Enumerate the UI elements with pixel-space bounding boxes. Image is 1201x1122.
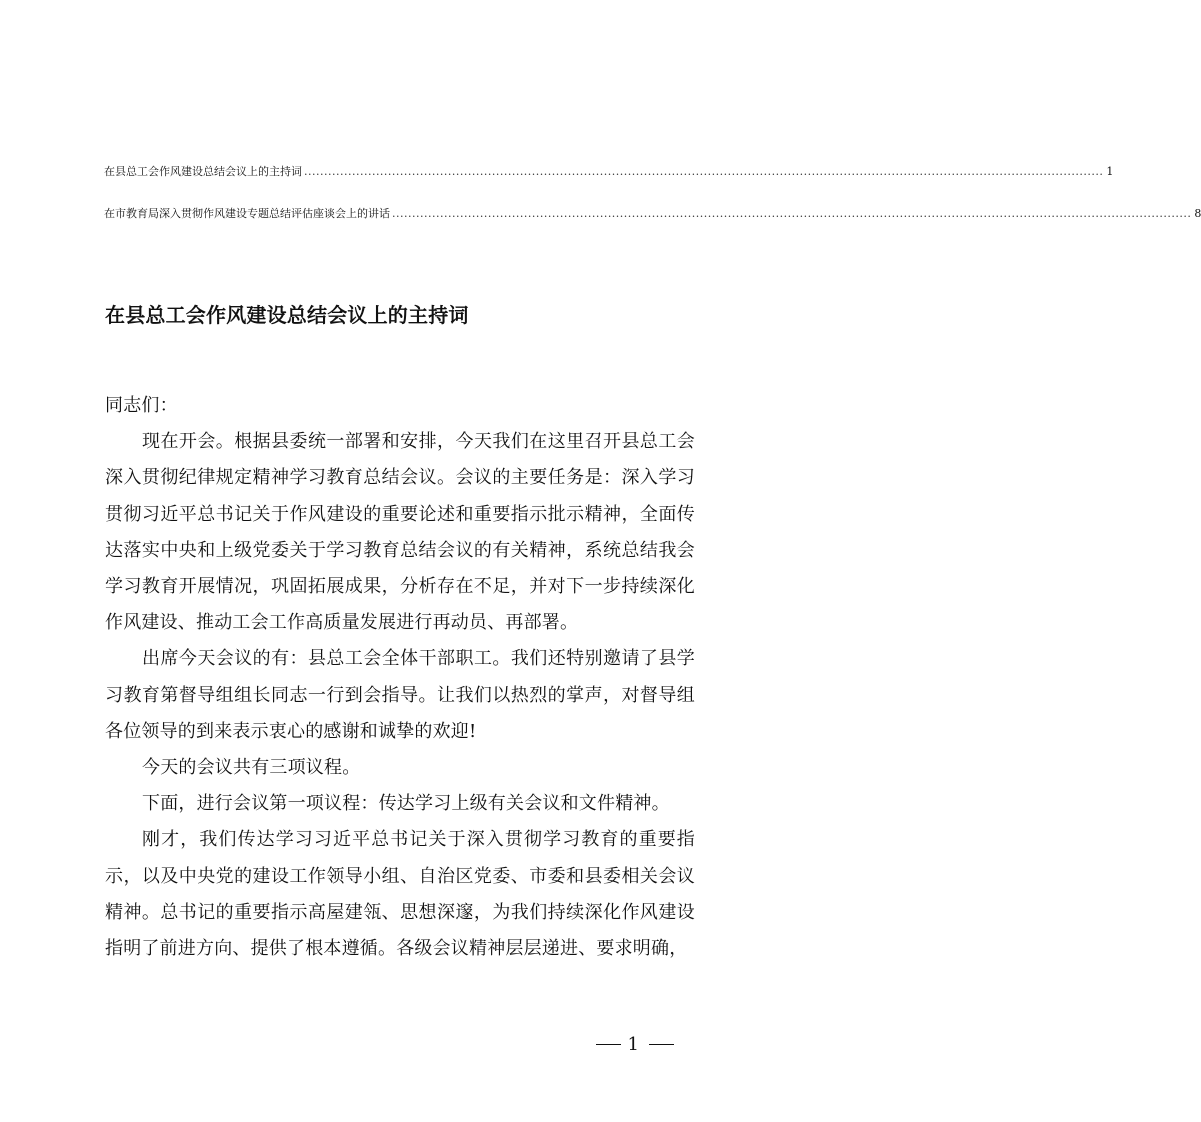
toc-entry[interactable] — [104, 204, 1201, 224]
body-paragraph: 现在开会。根据县委统一部署和安排，今天我们在这里召开县总工会深入贯彻纪律规定精神学习教育总结会议。会议的主要任务是：深入学习贯彻习近平总书记关于作风建设的重要论述和重要指示批示精神，全面传达落实中央和上级党委关于学习教育总结会议的有关精神，系统总结我会学习教育开展情况，巩固拓展成果，分析存在不足，并对下一步持续深化作风建设、推动工会工作高质量发展进行再动员、再部署。 — [105, 431, 695, 634]
toc-leader-dots: ........................................................................................................................................................................................................ — [392, 207, 1192, 220]
footer-right-dash — [649, 1044, 674, 1045]
document-title: 在县总工会作风建设总结会议上的主持词 — [105, 303, 469, 328]
document-body — [105, 388, 695, 967]
toc-entry-title: 在市教育局深入贯彻作风建设专题总结评估座谈会上的讲话 — [104, 207, 390, 220]
toc-entry[interactable] — [104, 162, 1114, 182]
footer-left-dash — [596, 1044, 621, 1045]
body-paragraph: 今天的会议共有三项议程。 — [142, 757, 361, 779]
body-paragraph: 刚才，我们传达学习习近平总书记关于深入贯彻学习教育的重要指示，以及中央党的建设工作领导小组、自治区党委、市委和县委相关会议精神。总书记的重要指示高屋建瓴、思想深邃，为我们持续深化作风建设指明了前进方向、提供了根本遵循。各级会议精神层层递进、要求明确， — [105, 829, 695, 960]
salutation: 同志们： — [105, 395, 178, 416]
body-paragraph: 下面，进行会议第一项议程：传达学习上级有关会议和文件精神。 — [142, 793, 670, 815]
page-number: 1 — [627, 1033, 643, 1055]
toc-leader-dots: ........................................................................................................................................................................................................ — [304, 165, 1104, 178]
page-footer — [590, 1027, 680, 1061]
toc-entry-title: 在县总工会作风建设总结会议上的主持词 — [104, 165, 302, 178]
toc-entry-page-number: 1 — [1106, 165, 1114, 178]
toc-entry-page-number: 8 — [1194, 207, 1201, 220]
table-of-contents — [104, 162, 1201, 224]
body-paragraph: 出席今天会议的有：县总工会全体干部职工。我们还特别邀请了县学习教育第督导组组长同志一行到会指导。让我们以热烈的掌声，对督导组各位领导的到来表示衷心的感谢和诚挚的欢迎! — [105, 648, 695, 742]
